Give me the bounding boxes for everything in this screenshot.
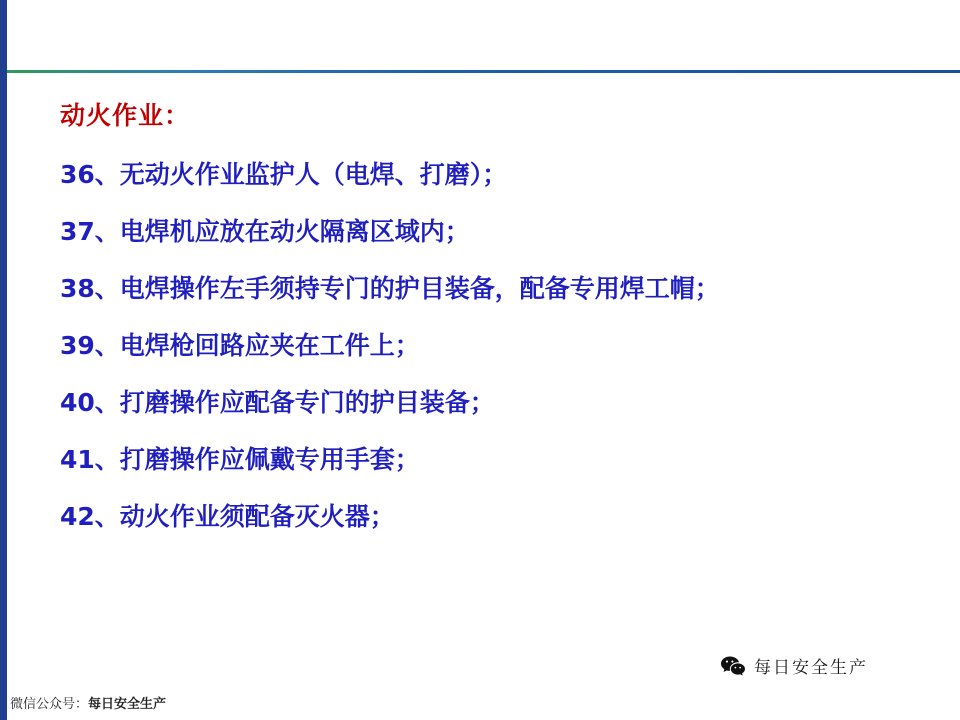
list-item: 36、无动火作业监护人（电焊、打磨）； (60, 160, 508, 189)
list-item: 41、打磨操作应佩戴专用手套； (60, 445, 420, 474)
wechat-badge-label: 每日安全生产 (754, 658, 868, 678)
footer-label: 微信公众号： (10, 697, 89, 712)
section-heading: 动火作业： (60, 101, 191, 130)
list-item: 39、电焊枪回路应夹在工件上； (60, 331, 420, 360)
wechat-icon (720, 655, 746, 677)
footer-wechat-credit (10, 693, 166, 712)
list-item: 37、电焊机应放在动火隔离区域内； (60, 217, 470, 246)
list-item: 40、打磨操作应配备专门的护目装备； (60, 388, 495, 417)
top-divider-rule (7, 70, 960, 73)
list-item: 42、动火作业须配备灭火器； (60, 502, 395, 531)
wechat-account-badge (720, 653, 868, 678)
list-item: 38、电焊操作左手须持专门的护目装备，配备专用焊工帽； (60, 274, 720, 303)
footer-value: 每日安全生产 (88, 697, 167, 712)
left-accent-bar (0, 0, 7, 720)
slide-content (60, 96, 940, 557)
